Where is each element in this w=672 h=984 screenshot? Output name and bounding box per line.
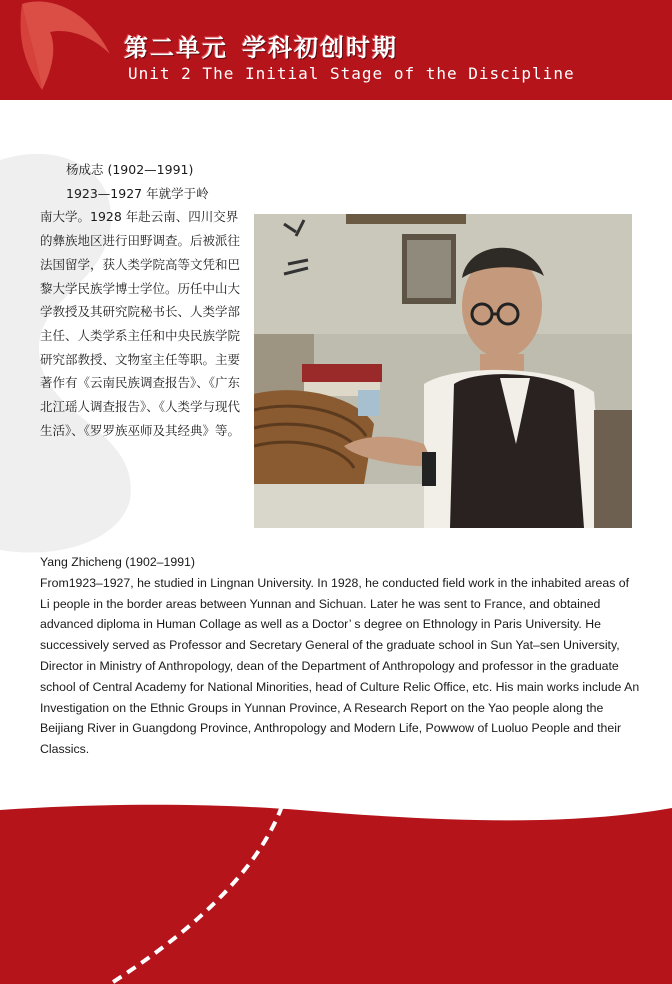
name-line-en: Yang Zhicheng (1902–1991) — [40, 555, 195, 569]
unit-subject-cn: 学科初创时期 — [242, 33, 398, 62]
biography-en — [40, 552, 640, 760]
portrait-photo — [254, 214, 632, 528]
body-cn: 南大学。1928 年赴云南、四川交界的彝族地区进行田野调查。后被派往法国留学，获人类学院高等文凭和巴黎大学民族学博士学位。历任中山大学教授及其研究院秘书长、人类学部主任、人类学系主任和中央民族学院研究部教授、文物室主任等职。主要著作有《云南民族调查报告》、《广东北江瑶人调查报告》、《人类学与现代生活》、《罗罗族巫师及其经典》等。 — [40, 209, 241, 438]
first-line-cn: 1923—1927 年就学于岭 — [66, 185, 209, 201]
page-header — [0, 0, 672, 100]
unit-title-cn — [124, 28, 398, 63]
biography-cn — [40, 158, 240, 442]
name-line-cn: 杨成志 (1902—1991) — [66, 162, 194, 177]
unit-number-cn: 第二单元 — [124, 33, 228, 62]
footer-band — [0, 800, 672, 984]
unit-title-en: Unit 2 The Initial Stage of the Discipline — [128, 64, 575, 83]
body-en: From1923–1927, he studied in Lingnan University. In 1928, he conducted field work in the inhabited areas of Li people in the border areas between Yunnan and Sichuan. Later he was sent to France, and obtained advanced diploma in Human Collage as well as a Doctor’ s degree on Ethnology in Paris University. He successively served as Professor and Secretary General of the graduate school in Sun Yat–sen University, Director in Ministry of Anthropology, dean of the Department of Anthropology and professor in the graduate school of Central Academy for National Minorities, head of Culture Relic Office, etc. His main works include An Investigation on the Ethnic Groups in Yunnan Province, A Research Report on the Yao people along the Beijiang River in Guangdong Province, Anthropology and Modern Life, Powwow of Luoluo People and their Classics. — [40, 575, 640, 757]
swirl-logo-icon — [0, 0, 130, 100]
